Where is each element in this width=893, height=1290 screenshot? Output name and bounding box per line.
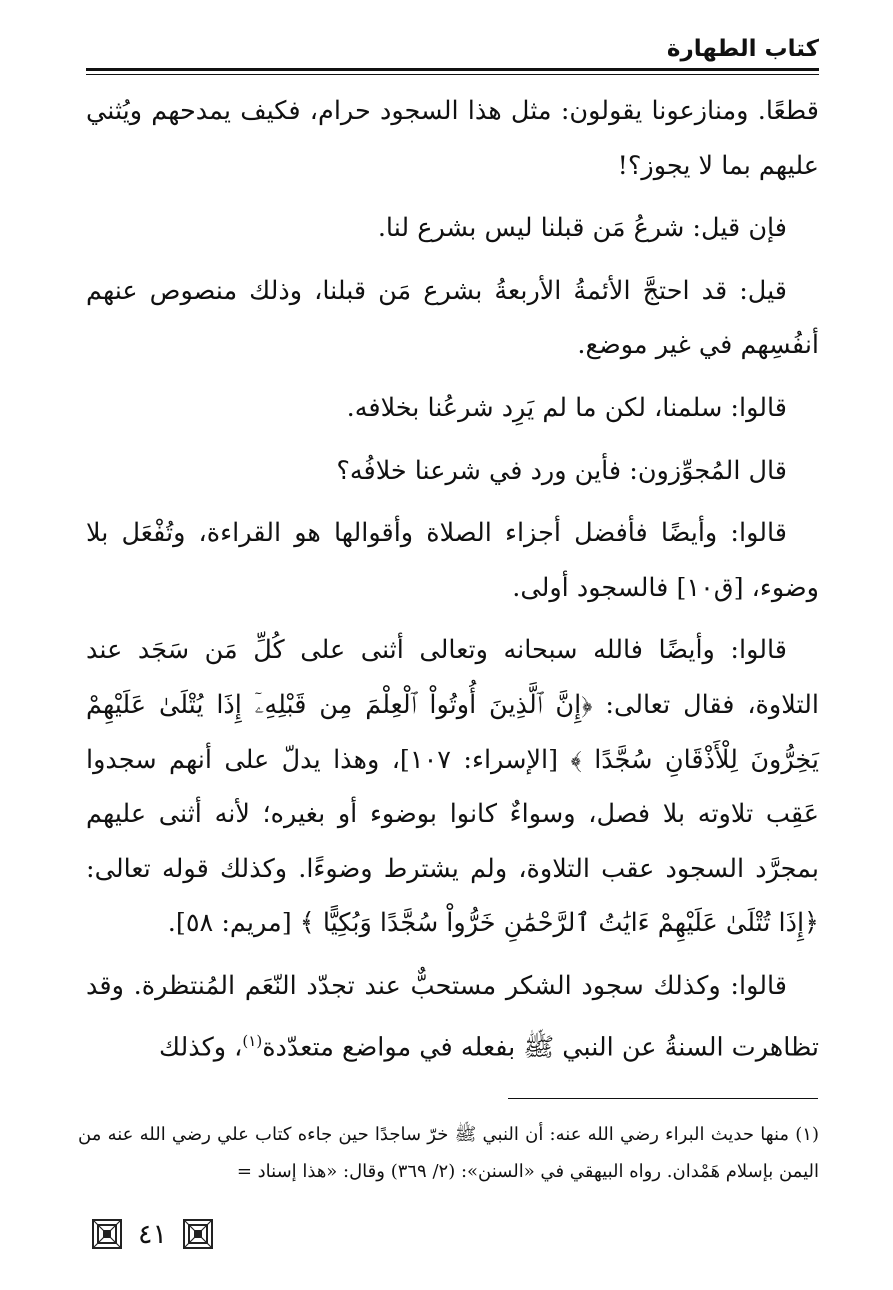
paragraph-7	[86, 623, 819, 951]
footnote-marker: (١)	[242, 1031, 263, 1050]
main-text	[86, 84, 819, 1083]
paragraph-3: قيل: قد احتجَّ الأئمةُ الأربعةُ بشرع مَن قبلنا، وذلك منصوص عنهم أنفُسِهم في غير موضع.	[86, 275, 819, 361]
paragraph-6: قالوا: وأيضًا فأفضل أجزاء الصلاة وأقوالها هو القراءة، وتُفْعَل بلا وضوء، [ق١٠] فالسجود أولى.	[86, 518, 819, 603]
paragraph-4: قالوا: سلمنا، لكن ما لم يَرِد شرعُنا بخلافه.	[346, 392, 787, 423]
ornament-icon	[92, 1219, 122, 1249]
header-rule-thick	[86, 68, 819, 71]
paragraph-8	[86, 959, 819, 1075]
running-header: كتاب الطهارة	[666, 36, 819, 62]
paragraph-1: قطعًا. ومنازعونا يقولون: مثل هذا السجود حرام، فكيف يمدحهم ويُثني عليهم بما لا يجوز؟!	[86, 96, 819, 181]
footnote-separator	[508, 1098, 818, 1099]
quran-reference-maryam: [مريم: ٥٨].	[167, 908, 300, 939]
paragraph-2: فإن قيل: شرعُ مَن قبلنا ليس بشرع لنا.	[377, 213, 787, 244]
ornament-icon	[183, 1219, 213, 1249]
quran-verse-isra: ﴿إِنَّ ٱلَّذِينَ أُوتُواْ ٱلْعِلْمَ مِن قَبْلِهِۦٓ إِذَا يُتْلَىٰ عَلَيْهِمْ يَخِرُّونَ لِلْأَذْقَانِ سُجَّدًا ﴾	[86, 689, 819, 775]
page-footer	[92, 1214, 222, 1254]
page-number: ٤١	[138, 1218, 168, 1250]
header-rule-thin	[86, 74, 819, 75]
quran-verse-maryam: ﴿إِذَا تُتْلَىٰ عَلَيْهِمْ ءَايَٰتُ ٱلرَّحْمَٰنِ خَرُّواْ سُجَّدًا وَبُكِيًّا ﴾	[299, 908, 819, 939]
paragraph-7-rest: [الإسراء: ١٠٧]، وهذا يدلّ على أنهم سجدوا عَقِب تلاوته بلا فصل، وسواءٌ كانوا بوضوء أو بغيره؛ لأنه أثنى عليهم بمجرَّد السجود عقب التلاوة، ولم يشترط وضوءًا. وكذلك قوله تعالى:	[86, 744, 819, 884]
paragraph-5: قال المُجوِّزون: فأين ورد في شرعنا خلافُه؟	[336, 455, 787, 486]
footnotes	[78, 1116, 819, 1190]
paragraph-8-tail: ، وكذلك	[158, 1032, 243, 1062]
footnote-1: (١) منها حديث البراء رضي الله عنه: أن النبي ﷺ خرّ ساجدًا حين جاءه كتاب علي رضي الله عنه من اليمن بإسلام هَمْدان. رواه البيهقي في «السنن»: (٢/ ٣٦٩) وقال: «هذا إسناد =	[78, 1124, 819, 1182]
paragraph-7-intro: قالوا: وأيضًا فالله سبحانه وتعالى أثنى على كُلِّ مَن سَجَد عند التلاوة، فقال تعالى:	[86, 635, 819, 720]
paragraph-8-text: قالوا: وكذلك سجود الشكر مستحبٌّ عند تجدّد النّعَم المُنتظرة. وقد تظاهرت السنةُ عن النبي ﷺ بفعله في مواضع متعدّدة	[86, 970, 819, 1062]
